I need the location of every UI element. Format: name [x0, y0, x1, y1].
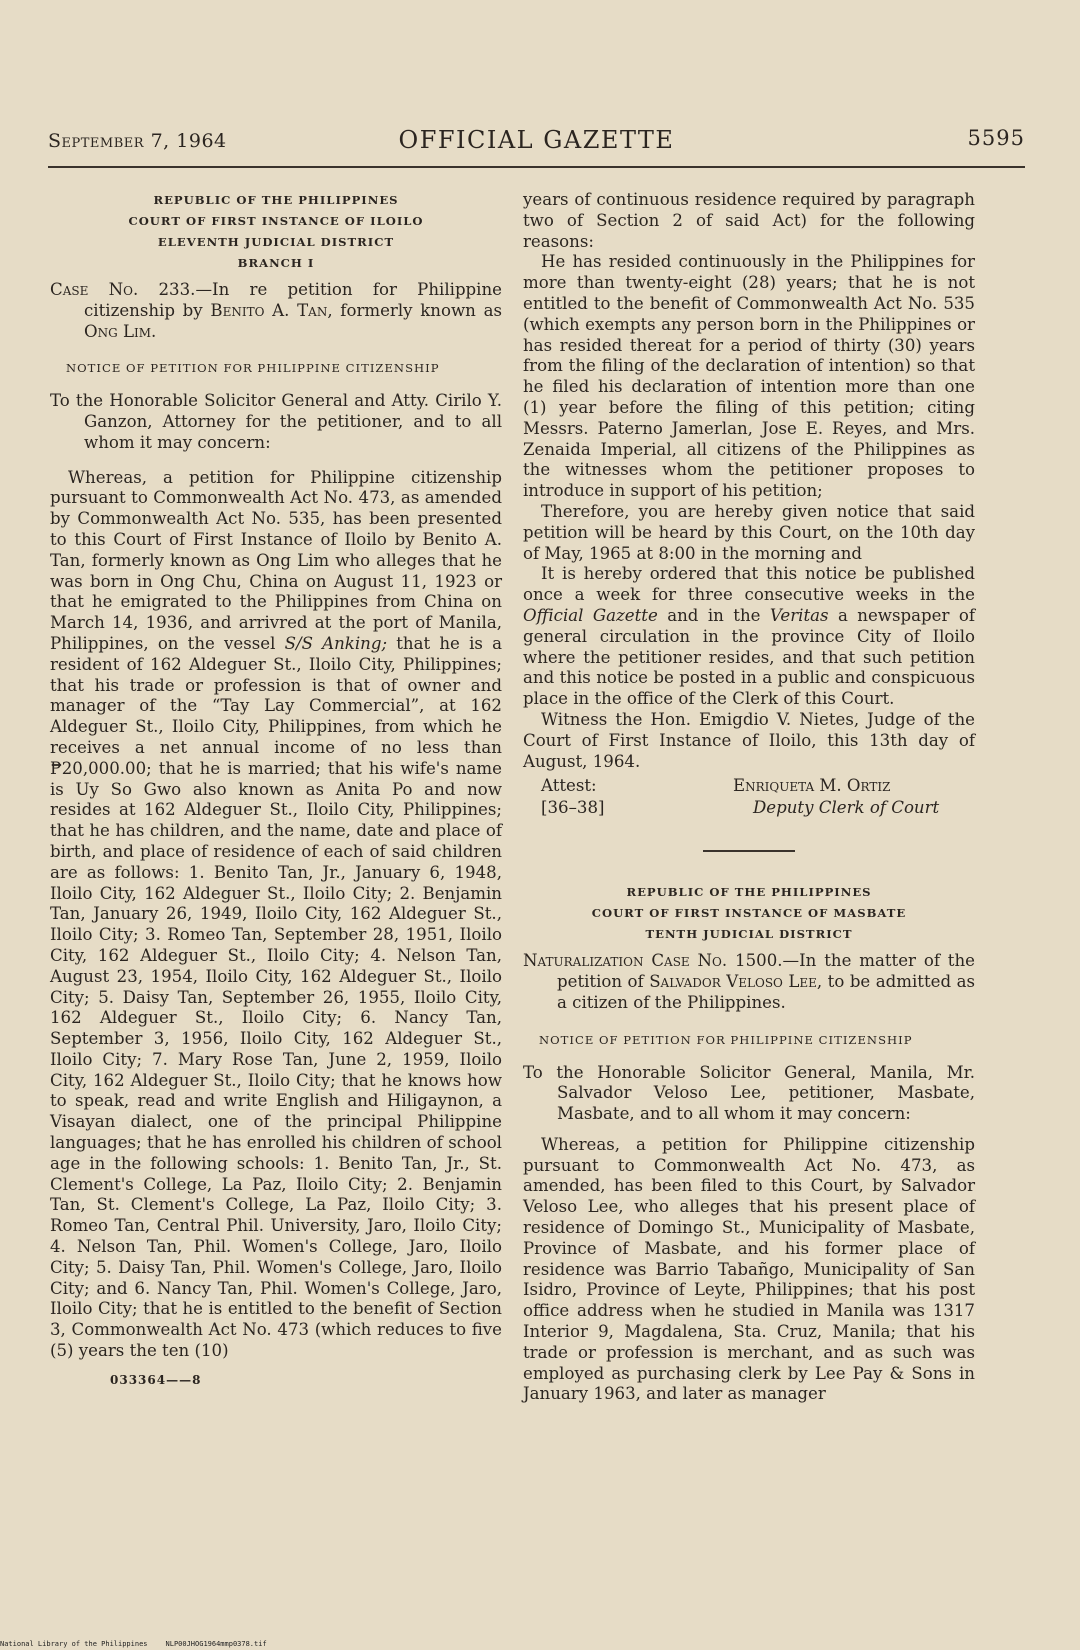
notice-title: NOTICE OF PETITION FOR PHILIPPINE CITIZENSHIP	[66, 361, 440, 376]
reasons-paragraph: He has resided continuously in the Philippines for more than twenty-eight (28) years; that he is not entitled to the benefit of Commonwealth Act No. 535 (which exempts any person born in the Philippines or has resided thereat for a period of thirty (30) years from the filing of the declaration of intention) so that he filed his declaration of intention more than one (1) year before the filing of this petition; citing Messrs. Paterno Jamerlan, Jose E. Reyes, and Mrs. Zenaida Imperial, all citizens of the Philippines as the witnesses whom the petitioner proposes to introduce in support of his petition;	[523, 252, 975, 501]
page-header	[48, 126, 1025, 168]
gazette-name: Official Gazette	[523, 605, 658, 625]
case-caption-2	[523, 951, 975, 1013]
case-end: .	[151, 321, 157, 341]
court-line: COURT OF FIRST INSTANCE OF MASBATE	[591, 906, 907, 921]
whereas-text: that he is a resident of 162 Aldeguer St., Iloilo City, Philippines; that his trade or profession is that of owner and manager of the “Tay Lay Commercial”, at 162 Aldeguer St., Iloilo City, Philippines, from which he receives a net annual income of no less than ₱20,000.00; that he is married; that his wife's name is Uy So Gwo also known as Anita Po and now resides at 162 Aldeguer St., Iloilo City, Philippines; that he has children, and the name, date and place of birth, and place of residence of each of said children are as follows: 1. Benito Tan, Jr., January 6, 1948, Iloilo City, 162 Aldeguer St., Iloilo City; 2. Benjamin Tan, January 26, 1949, Iloilo City, 162 Aldeguer St., Iloilo City; 3. Romeo Tan, September 28, 1951, Iloilo City, 162 Aldeguer St., Iloilo City; 4. Nelson Tan, August 23, 1954, Iloilo City, 162 Aldeguer St., Iloilo City; 5. Daisy Tan, September 26, 1955, Iloilo City, 162 Aldeguer St., Iloilo City; 6. Nancy Tan, September 3, 1956, Iloilo City, 162 Aldeguer St., Iloilo City; 7. Mary Rose Tan, June 2, 1959, Iloilo City, 162 Aldeguer St., Iloilo City; that he knows how to speak, read and write English and Hiligaynon, a Visayan dialect, one of the principal Philippine languages; that he has enrolled his children of school age in the following schools: 1. Benito Tan, Jr., St. Clement's College, La Paz, Iloilo City; 2. Benjamin Tan, St. Clement's College, La Paz, Iloilo City; 3. Romeo Tan, Central Phil. University, Jaro, Iloilo City; 4. Nelson Tan, Phil. Women's College, Jaro, Iloilo City; 5. Daisy Tan, Phil. Women's College, Jaro, Iloilo City; and 6. Nancy Tan, Phil. Women's College, Jaro, Iloilo City; that he is entitled to the benefit of Section 3, Commonwealth Act No. 473 (which reduces to five (5) years the ten (10)	[50, 633, 502, 1361]
vessel-name: S/S Anking;	[284, 633, 388, 653]
case-number: Case No. 233.	[50, 280, 196, 299]
court-line: ELEVENTH JUDICIAL DISTRICT	[157, 235, 395, 249]
print-code: 033364——8	[110, 1372, 202, 1387]
petitioner-name: Benito A. Tan	[210, 300, 328, 320]
therefore-paragraph: Therefore, you are hereby given notice that said petition will be heard by this Court, on the 10th day of May, 1965 at 8:00 in the morning and	[523, 501, 975, 563]
issue-reference: [36–38]	[541, 798, 605, 818]
whereas-paragraph	[50, 468, 502, 1362]
newspaper-name: Veritas	[769, 605, 829, 625]
scan-filename: NLP00JHOG1964mmp0378.tif	[165, 1640, 267, 1648]
court-heading-2	[523, 882, 975, 945]
case-text: , to be admitted as a citizen of the Philippines.	[557, 972, 975, 1012]
section-divider	[703, 850, 795, 852]
address-line: To the Honorable Solicitor General and Atty. Cirilo Y. Ganzon, Attorney for the petitioner, and to all whom it may concern:	[50, 391, 502, 452]
court-line: COURT OF FIRST INSTANCE OF ILOILO	[128, 214, 424, 228]
issue-date: September 7, 1964	[48, 130, 227, 152]
page-number: 5595	[967, 126, 1025, 150]
continued-paragraph: years of continuous residence required by paragraph two of Section 2 of said Act) for the following reasons:	[523, 190, 975, 251]
right-column	[523, 190, 975, 1405]
court-line: BRANCH I	[237, 256, 315, 270]
scan-credit	[0, 1640, 285, 1648]
clerk-name: Enriqueta M. Ortiz	[733, 776, 891, 796]
court-line: TENTH JUDICIAL DISTRICT	[645, 927, 853, 942]
whereas-text: Whereas, a petition for Philippine citizenship pursuant to Commonwealth Act No. 473, as amended by Commonwealth Act No. 535, has been presented to this Court of First Instance of Iloilo by Benito A. Tan, formerly known as Ong Lim who alleges that he was born in Ong Chu, China on August 11, 1923 or that he emigrated to the Philippines from China on March 14, 1936, and arrivred at the port of Manila, Philippines, on the vessel	[50, 467, 502, 653]
court-heading	[50, 190, 502, 274]
clerk-title: Deputy Clerk of Court	[753, 798, 940, 818]
whereas-paragraph-2: Whereas, a petition for Philippine citizenship pursuant to Commonwealth Act No. 473, as amended, has been filed to this Court, by Salvador Veloso Lee, who alleges that his present place of residence of Domingo St., Municipality of Masbate, Province of Masbate, and his former place of residence was Barrio Tabañgo, Municipality of San Isidro, Province of Leyte, Philippines; that his post office address when he studied in Manila was 1317 Interior 9, Magdalena, Sta. Cruz, Manila; that his trade or profession is merchant, and as such was employed as purchasing clerk by Lee Pay & Sons in January 1963, and later as manager	[523, 1134, 975, 1404]
ordered-text: and in the	[657, 605, 770, 625]
petitioner-name: Salvador Veloso Lee	[649, 972, 817, 992]
case-caption	[50, 280, 502, 342]
ordered-text: a newspaper of general circulation in the province City of Iloilo where the petitioner resides, and that such petition and this notice be posted in a public and conspicuous place in the office of the Clerk of this Court.	[523, 605, 975, 709]
case-text: —In the matter of the petition of	[557, 951, 975, 992]
attestation	[523, 776, 975, 822]
left-column	[50, 190, 502, 1391]
ordered-text: It is hereby ordered that this notice be published once a week for three consecutive weeks in the	[523, 564, 975, 605]
library-credit: National Library of the Philippines	[0, 1640, 148, 1648]
court-line: REPUBLIC OF THE PHILIPPINES	[153, 193, 399, 207]
court-line: REPUBLIC OF THE PHILIPPINES	[626, 885, 872, 900]
case-text: , formerly known as	[327, 300, 502, 320]
address-line-2: To the Honorable Solicitor General, Manila, Mr. Salvador Veloso Lee, petitioner, Masbate, Masbate, and to all whom it may concern:	[523, 1062, 975, 1124]
case-number: Naturalization Case No. 1500.	[523, 951, 783, 971]
attest-label: Attest:	[541, 776, 597, 796]
publication-title: OFFICIAL GAZETTE	[398, 126, 675, 154]
notice-title-2: NOTICE OF PETITION FOR PHILIPPINE CITIZENSHIP	[539, 1032, 913, 1047]
witness-paragraph: Witness the Hon. Emigdio V. Nietes, Judge of the Court of First Instance of Iloilo, this 13th day of August, 1964.	[523, 709, 975, 771]
case-text: —In re petition for Philippine citizenship by	[84, 280, 502, 320]
former-name: Ong Lim	[84, 321, 152, 341]
ordered-paragraph	[523, 564, 975, 710]
